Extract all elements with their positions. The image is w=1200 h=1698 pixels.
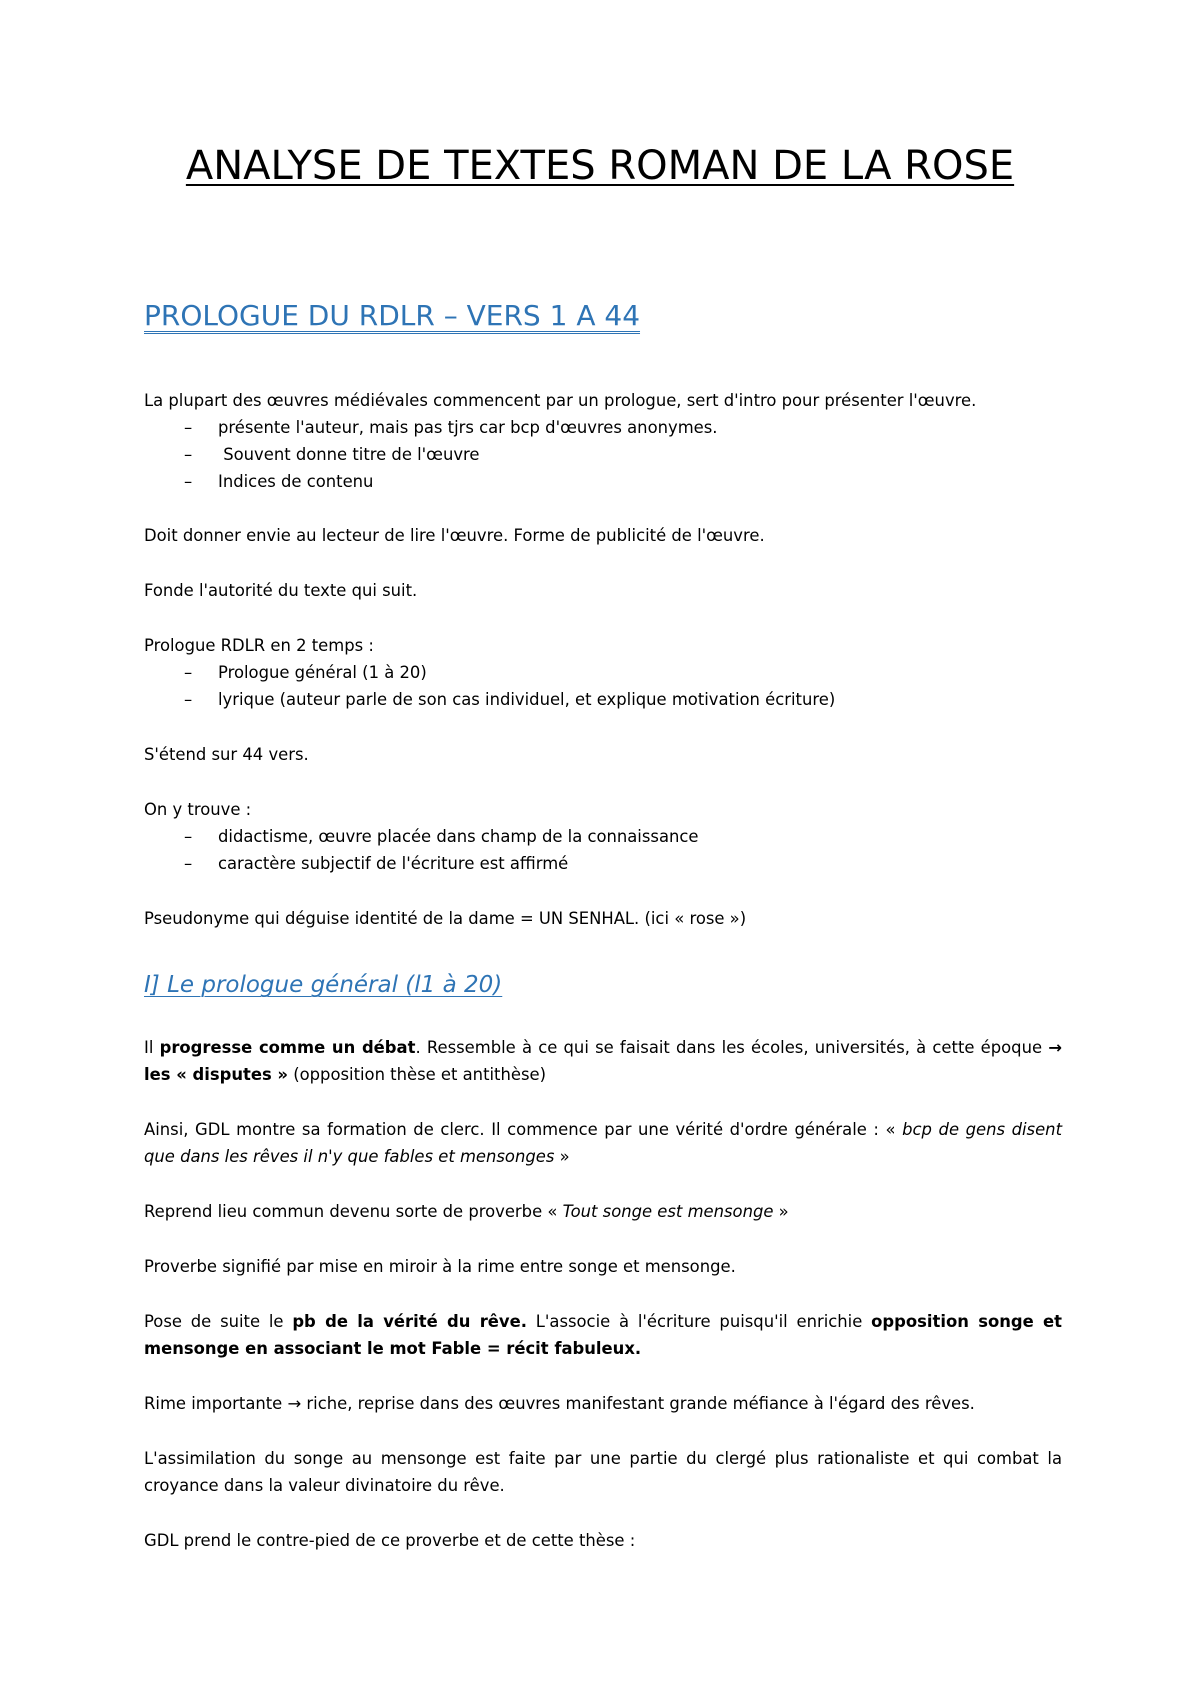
- list-item: – Indices de contenu: [184, 472, 374, 491]
- paragraph: Prologue RDLR en 2 temps :: [144, 636, 374, 655]
- paragraph: Doit donner envie au lecteur de lire l'œuvre. Forme de publicité de l'œuvre.: [144, 526, 765, 545]
- list-item: – caractère subjectif de l'écriture est affirmé: [184, 854, 569, 873]
- paragraph-intro: La plupart des œuvres médiévales commencent par un prologue, sert d'intro pour présenter l'œuvre.: [144, 391, 977, 410]
- paragraph: S'étend sur 44 vers.: [144, 745, 309, 764]
- arrow-icon: →: [1048, 1038, 1063, 1057]
- paragraph: Pseudonyme qui déguise identité de la dame = UN SENHAL. (ici « rose »): [144, 909, 747, 928]
- paragraph: GDL prend le contre-pied de ce proverbe et de cette thèse :: [144, 1531, 636, 1550]
- paragraph: Il progresse comme un débat. Ressemble à ce qui se faisait dans les écoles, universités, à cette époque → les « disputes » (opposition thèse et antithèse): [144, 1038, 1063, 1084]
- list-item: – Souvent donne titre de l'œuvre: [184, 445, 480, 464]
- paragraph: Pose de suite le pb de la vérité du rêve. L'associe à l'écriture puisqu'il enrichie opposition songe et mensonge en associant le mot Fable = récit fabuleux.: [144, 1312, 1062, 1358]
- paragraph: On y trouve :: [144, 800, 252, 819]
- list-item: – présente l'auteur, mais pas tjrs car bcp d'œuvres anonymes.: [184, 418, 718, 437]
- paragraph: Proverbe signifié par mise en miroir à la rime entre songe et mensonge.: [144, 1257, 736, 1276]
- list-item: – Prologue général (1 à 20): [184, 663, 427, 682]
- list-item: – didactisme, œuvre placée dans champ de la connaissance: [184, 827, 699, 846]
- paragraph: Rime importante → riche, reprise dans des œuvres manifestant grande méfiance à l'égard des rêves.: [144, 1394, 975, 1413]
- paragraph: L'assimilation du songe au mensonge est faite par une partie du clergé plus rationaliste et qui combat la croyance dans la valeur divinatoire du rêve.: [144, 1449, 1062, 1495]
- paragraph: Reprend lieu commun devenu sorte de proverbe « Tout songe est mensonge »: [144, 1202, 789, 1221]
- list-item: – lyrique (auteur parle de son cas individuel, et explique motivation écriture): [184, 690, 836, 709]
- section-heading-prologue-general: I] Le prologue général (l1 à 20): [144, 972, 503, 998]
- paragraph: Ainsi, GDL montre sa formation de clerc. Il commence par une vérité d'ordre générale : « bcp de gens disent que dans les rêves il n'y que fables et mensonges »: [144, 1120, 1062, 1166]
- section-heading-prologue: PROLOGUE DU RDLR – VERS 1 A 44: [144, 299, 641, 332]
- document-title: ANALYSE DE TEXTES ROMAN DE LA ROSE: [185, 143, 1015, 189]
- paragraph: Fonde l'autorité du texte qui suit.: [144, 581, 418, 600]
